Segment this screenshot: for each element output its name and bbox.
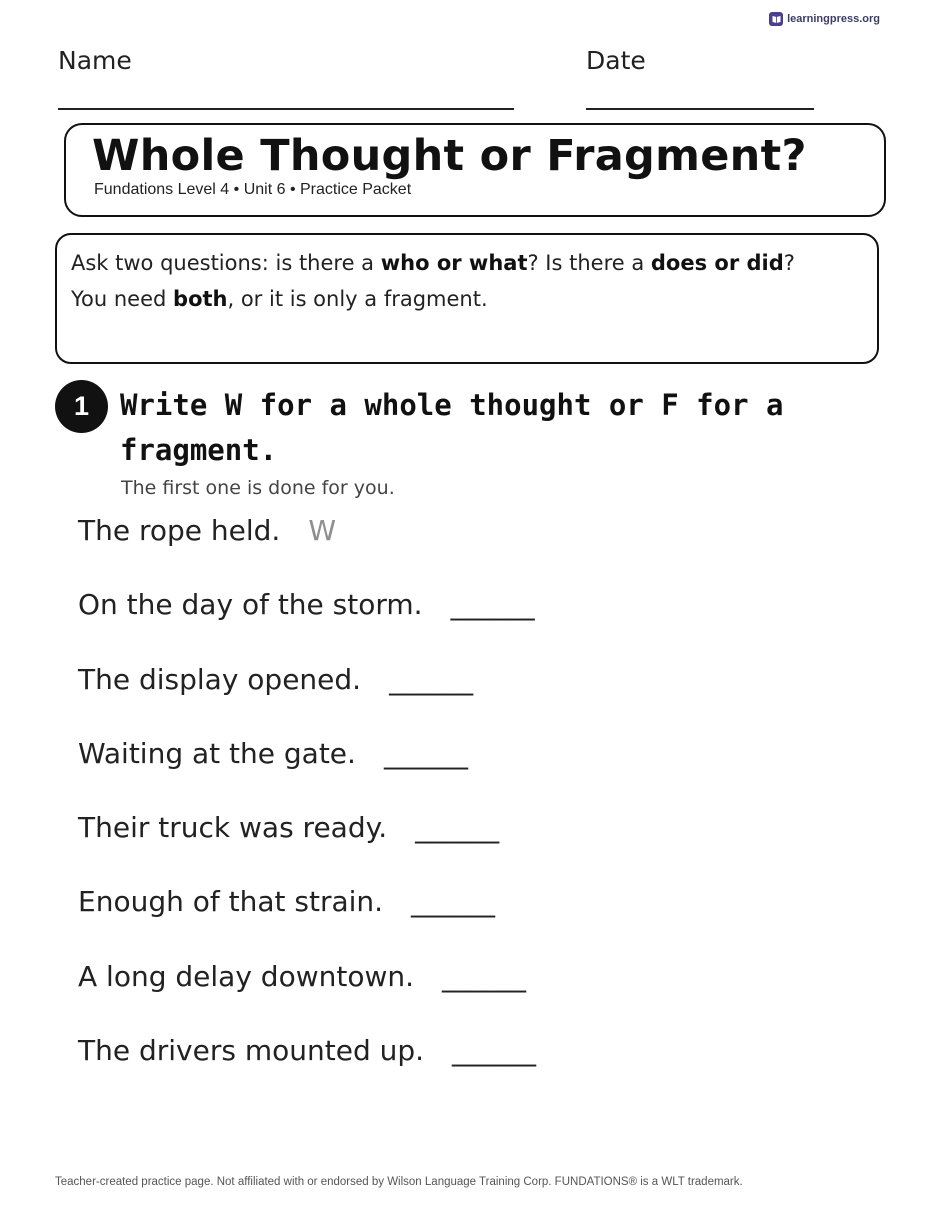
exercise-item <box>78 588 536 662</box>
item-sentence: A long delay downtown. <box>78 959 414 993</box>
name-label: Name <box>58 46 132 75</box>
exercise-number-badge: 1 <box>55 380 108 433</box>
brand-logo <box>769 12 880 26</box>
item-sentence: The display opened. <box>78 662 362 696</box>
item-answer-blank[interactable]: ______ <box>415 811 500 845</box>
item-sentence: The drivers mounted up. <box>78 1034 425 1068</box>
rule-box <box>55 233 879 364</box>
item-answer-blank[interactable]: ______ <box>383 736 468 770</box>
exercise-instruction: Write W for a whole thought or F for a fragment. <box>120 388 784 467</box>
rule-emphasis: both <box>173 287 228 311</box>
rule-text: Ask two questions: is there a <box>71 251 381 275</box>
item-answer-blank[interactable]: ______ <box>452 1034 537 1068</box>
page-subtitle: Fundations Level 4 • Unit 6 • Practice Packet <box>94 181 412 198</box>
exercise-item <box>78 663 536 737</box>
item-answer-example: W <box>308 514 337 547</box>
page-title: Whole Thought or Fragment? <box>92 131 807 181</box>
rule-text: , or it is only a fragment. <box>227 287 488 311</box>
item-answer-blank[interactable]: ______ <box>389 662 474 696</box>
exercise-item <box>78 811 536 885</box>
exercise-item <box>78 885 536 959</box>
brand-text: learningpress.org <box>787 13 880 25</box>
rule-line-2 <box>71 281 863 317</box>
rule-text: ? <box>783 251 795 275</box>
exercise-item <box>78 514 536 588</box>
title-box <box>64 123 886 217</box>
rule-emphasis: who or what <box>380 251 528 275</box>
book-icon <box>769 12 783 26</box>
name-blank-line <box>58 108 514 110</box>
item-sentence: On the day of the storm. <box>78 588 423 622</box>
exercise-hint: The first one is done for you. <box>121 477 395 499</box>
exercise-item <box>78 960 536 1034</box>
item-sentence: Enough of that strain. <box>78 885 384 919</box>
date-label: Date <box>586 46 646 75</box>
item-answer-blank[interactable]: ______ <box>411 885 496 919</box>
item-sentence: Their truck was ready. <box>78 811 388 845</box>
exercise-item <box>78 737 536 811</box>
exercise-items <box>78 514 536 1108</box>
rule-text: ? Is there a <box>527 251 651 275</box>
item-answer-blank[interactable]: ______ <box>442 959 526 993</box>
rule-line-1 <box>71 245 863 281</box>
date-blank-line <box>586 108 814 110</box>
item-sentence: The rope held. <box>78 514 281 547</box>
rule-emphasis: does or did <box>650 251 784 275</box>
item-sentence: Waiting at the gate. <box>78 736 356 770</box>
item-answer-blank[interactable]: ______ <box>450 588 535 622</box>
footer-disclaimer: Teacher-created practice page. Not affiliated with or endorsed by Wilson Language Training Corp. FUNDATIONS® is a WLT trademark. <box>55 1176 743 1188</box>
rule-text: You need <box>71 287 174 311</box>
exercise-item <box>78 1034 536 1108</box>
